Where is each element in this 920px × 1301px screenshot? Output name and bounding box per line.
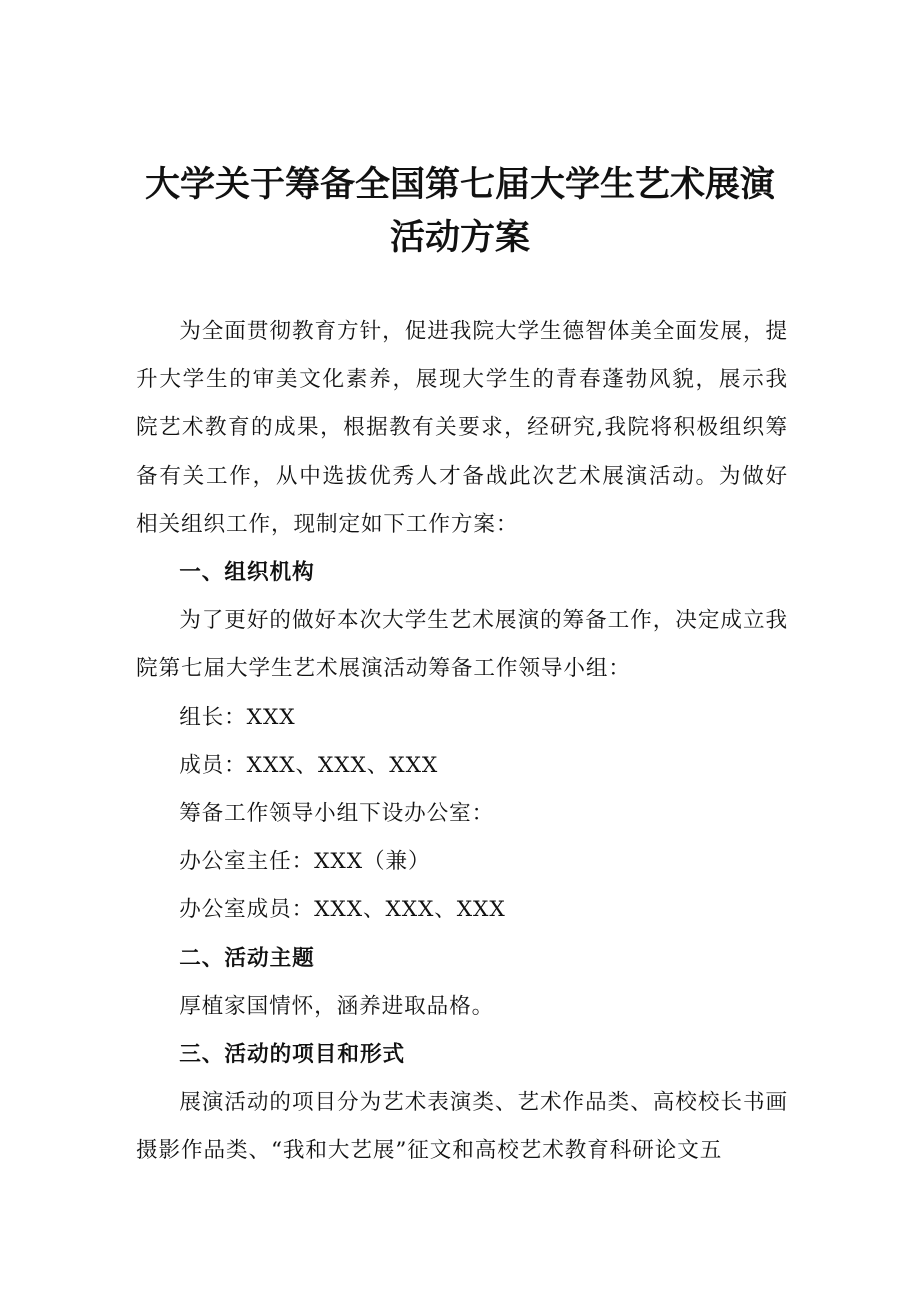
intro-paragraph: 为全面贯彻教育方针，促进我院大学生德智体美全面发展，提升大学生的审美文化素养，展现大学生的青春蓬勃风貌，展示我院艺术教育的成果，根据教有关要求，经研究,我院将积极组织筹备有关工作，从中选拔优秀人才备战此次艺术展演活动。为做好相关组织工作，现制定如下工作方案： [136,319,788,537]
document-title-line-2: 活动方案 [389,218,530,258]
members-line: 成员：XXX、XXX、XXX [179,752,439,778]
organization-paragraph: 为了更好的做好本次大学生艺术展演的筹备工作，决定成立我院第七届大学生艺术展演活动筹备工作领导小组： [136,608,788,682]
section-heading-theme: 二、活动主题 [179,945,315,971]
office-director-line: 办公室主任：XXX（兼） [179,849,431,875]
section-heading-projects: 三、活动的项目和形式 [179,1042,406,1068]
office-intro-line: 筹备工作领导小组下设办公室： [179,801,495,827]
theme-line: 厚植家国情怀，涵养进取品格。 [179,993,495,1019]
document-title-line-1: 大学关于筹备全国第七届大学生艺术展演 [144,165,775,205]
office-members-line: 办公室成员：XXX、XXX、XXX [179,897,506,923]
section-heading-organization: 一、组织机构 [179,560,315,586]
document-body [136,308,788,1176]
projects-paragraph: 展演活动的项目分为艺术表演类、艺术作品类、高校校长书画摄影作品类、“我和大艺展”征文和高校艺术教育科研论文五 [136,1090,788,1164]
leader-line: 组长：XXX [179,704,296,730]
